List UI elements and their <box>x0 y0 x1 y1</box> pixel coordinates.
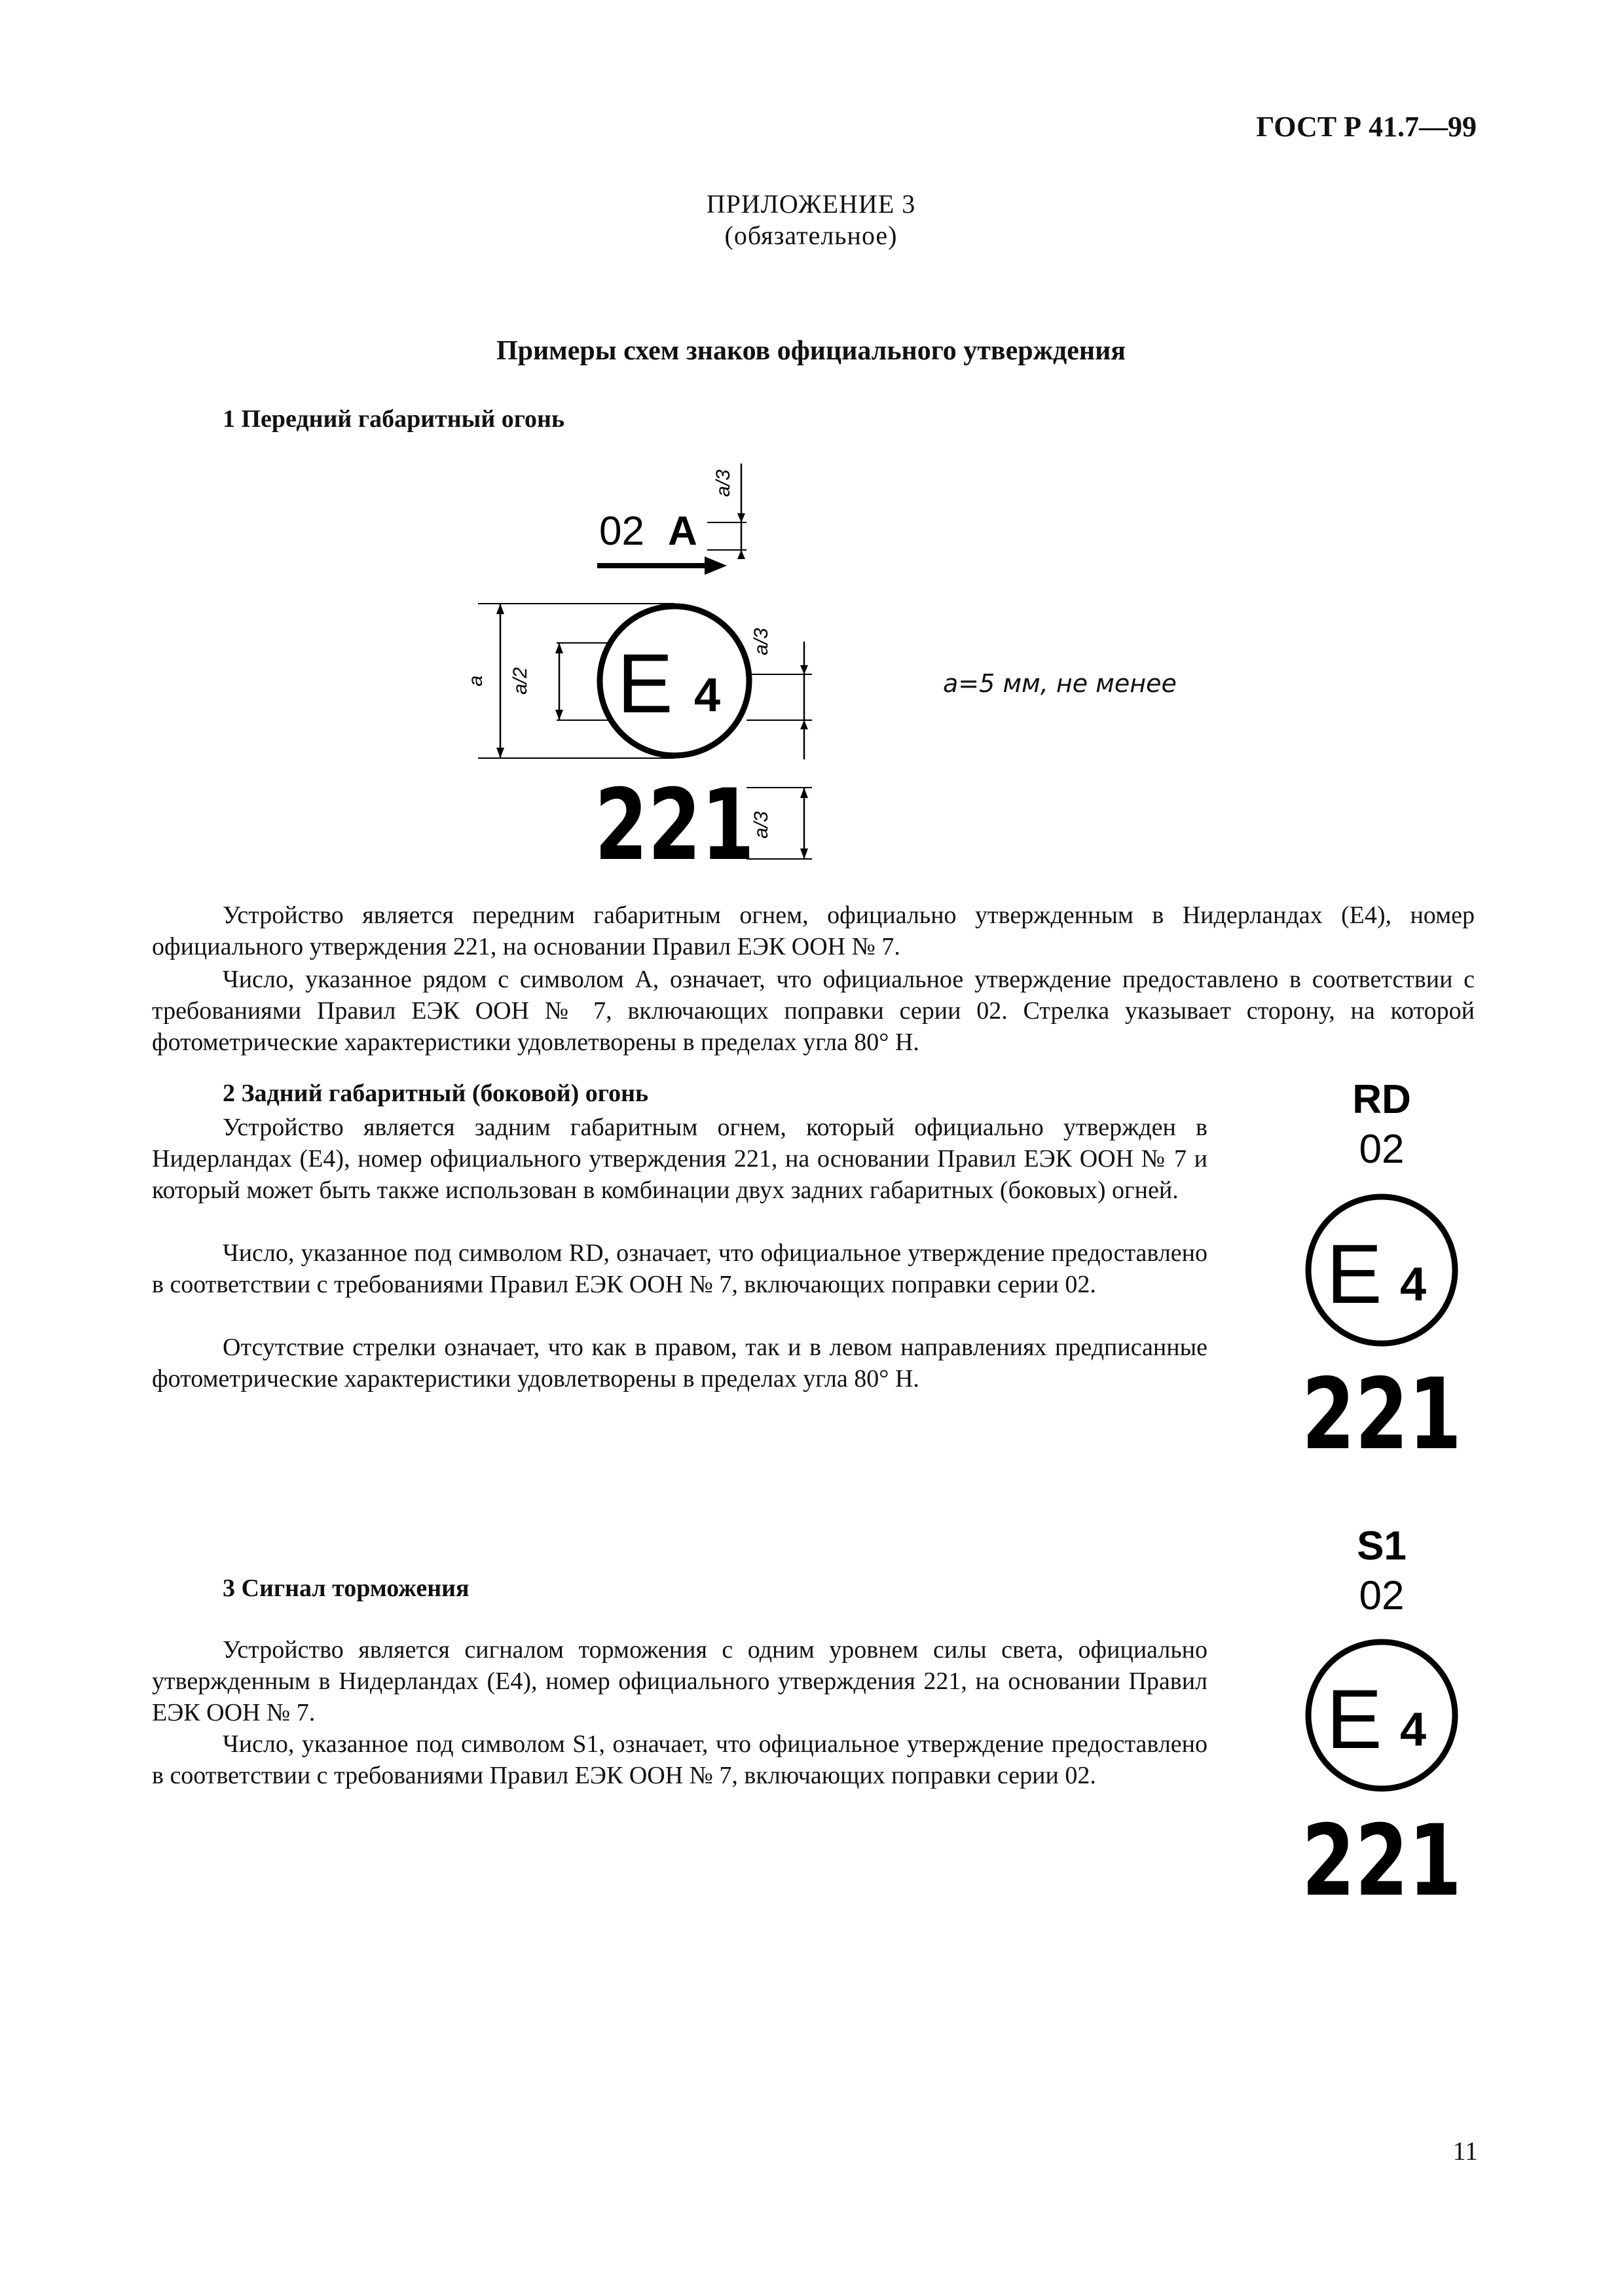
dim-arrow <box>800 848 808 859</box>
section1-figure <box>458 458 851 877</box>
section1-paragraph-1: Устройство является передним габаритным огнем, официально утвержденным в Нидерландах (E4), номер официального утверждения 221, на основании Правил ЕЭК ООН № 7. <box>152 902 1475 960</box>
section3-paragraph-1: Устройство является сигналом торможения с одним уровнем силы света, официально утвержденным в Нидерландах (E4), номер официального утверждения 221, на основании Правил ЕЭК ООН № 7. <box>152 1636 1207 1726</box>
country-number: 4 <box>1399 1258 1427 1311</box>
dim-a-label: a <box>465 675 487 687</box>
section3-mark <box>1283 1520 1480 1926</box>
dim-arrow <box>496 604 504 614</box>
dim-arrow <box>737 550 745 559</box>
section1-paragraph-2: Число, указанное рядом с символом А, означает, что официальное утверждение предоставлено в соответствии с требованиями Правил ЕЭК ООН № 7, включающих поправки серии 02. Стрелка указывает сторону, на которой фотометрические характеристики удовлетворены в пределах угла 80° H. <box>152 966 1475 1056</box>
page-number: 11 <box>1452 2136 1478 2166</box>
direction-arrow-icon <box>705 556 727 575</box>
country-letter: E <box>617 637 673 731</box>
mark-symbol: RD <box>1352 1077 1411 1122</box>
dim-a3-label: a/3 <box>750 628 772 655</box>
dim-a3-label: a/3 <box>712 469 734 497</box>
section2-paragraph-2: Число, указанное под символом RD, означает, что официальное утверждение предоставлено в соответствии с требованиями Правил ЕЭК ООН № 7, включающих поправки серии 02. <box>152 1239 1207 1298</box>
section1-heading: 1 Передний габаритный огонь <box>223 405 565 433</box>
country-letter: E <box>1326 1228 1382 1321</box>
section2-paragraph-1: Устройство является задним габаритным огнем, который официально утвержден в Нидерландах (E4), номер официального утверждения 221, на основании Правил ЕЭК ООН № 7 и который может быть также использован в комбинации двух задних габаритных (боковых) огней. <box>152 1114 1207 1204</box>
mark-series: 02 <box>1359 1573 1405 1618</box>
dim-arrow <box>496 748 504 758</box>
dim-a2-label: a/2 <box>509 667 531 695</box>
section3-heading: 3 Сигнал торможения <box>223 1575 470 1602</box>
appendix-status: (обязательное) <box>724 221 898 250</box>
section3-paragraph-2: Число, указанное под символом S1, означает, что официальное утверждение предоставлено в соответствии с требованиями Правил ЕЭК ООН № 7, включающих поправки серии 02. <box>152 1730 1207 1789</box>
dim-arrow <box>800 665 808 674</box>
document-code: ГОСТ Р 41.7—99 <box>1256 111 1477 143</box>
dim-arrow <box>800 720 808 729</box>
appendix-label: ПРИЛОЖЕНИЕ 3 <box>706 189 916 219</box>
country-number: 4 <box>1399 1704 1427 1756</box>
section2-heading: 2 Задний габаритный (боковой) огонь <box>223 1080 649 1107</box>
section2-paragraph-3: Отсутствие стрелки означает, что как в правом, так и в левом направлениях предписанные фотометрические характеристики удовлетворены в пределах угла 80° H. <box>152 1334 1207 1393</box>
country-number: 4 <box>693 669 721 721</box>
dim-arrow <box>555 643 563 653</box>
series-label: 02 <box>599 509 644 554</box>
page-title: Примеры схем знаков официального утверждения <box>496 336 1126 366</box>
mark-symbol: S1 <box>1357 1523 1407 1569</box>
approval-number: 221 <box>594 767 755 877</box>
dimension-note: a=5 мм, не менее <box>943 669 1177 698</box>
dim-arrow <box>737 513 745 522</box>
country-letter: E <box>1326 1673 1382 1766</box>
dim-arrow <box>555 710 563 720</box>
dim-a3-label: a/3 <box>750 811 772 839</box>
section2-mark <box>1283 1074 1480 1480</box>
approval-number: 221 <box>1301 1357 1462 1472</box>
dim-arrow <box>800 788 808 798</box>
appendix-block <box>0 189 1622 251</box>
mark-series: 02 <box>1359 1127 1405 1172</box>
symbol-label: A <box>668 509 697 554</box>
approval-number: 221 <box>1301 1803 1462 1918</box>
